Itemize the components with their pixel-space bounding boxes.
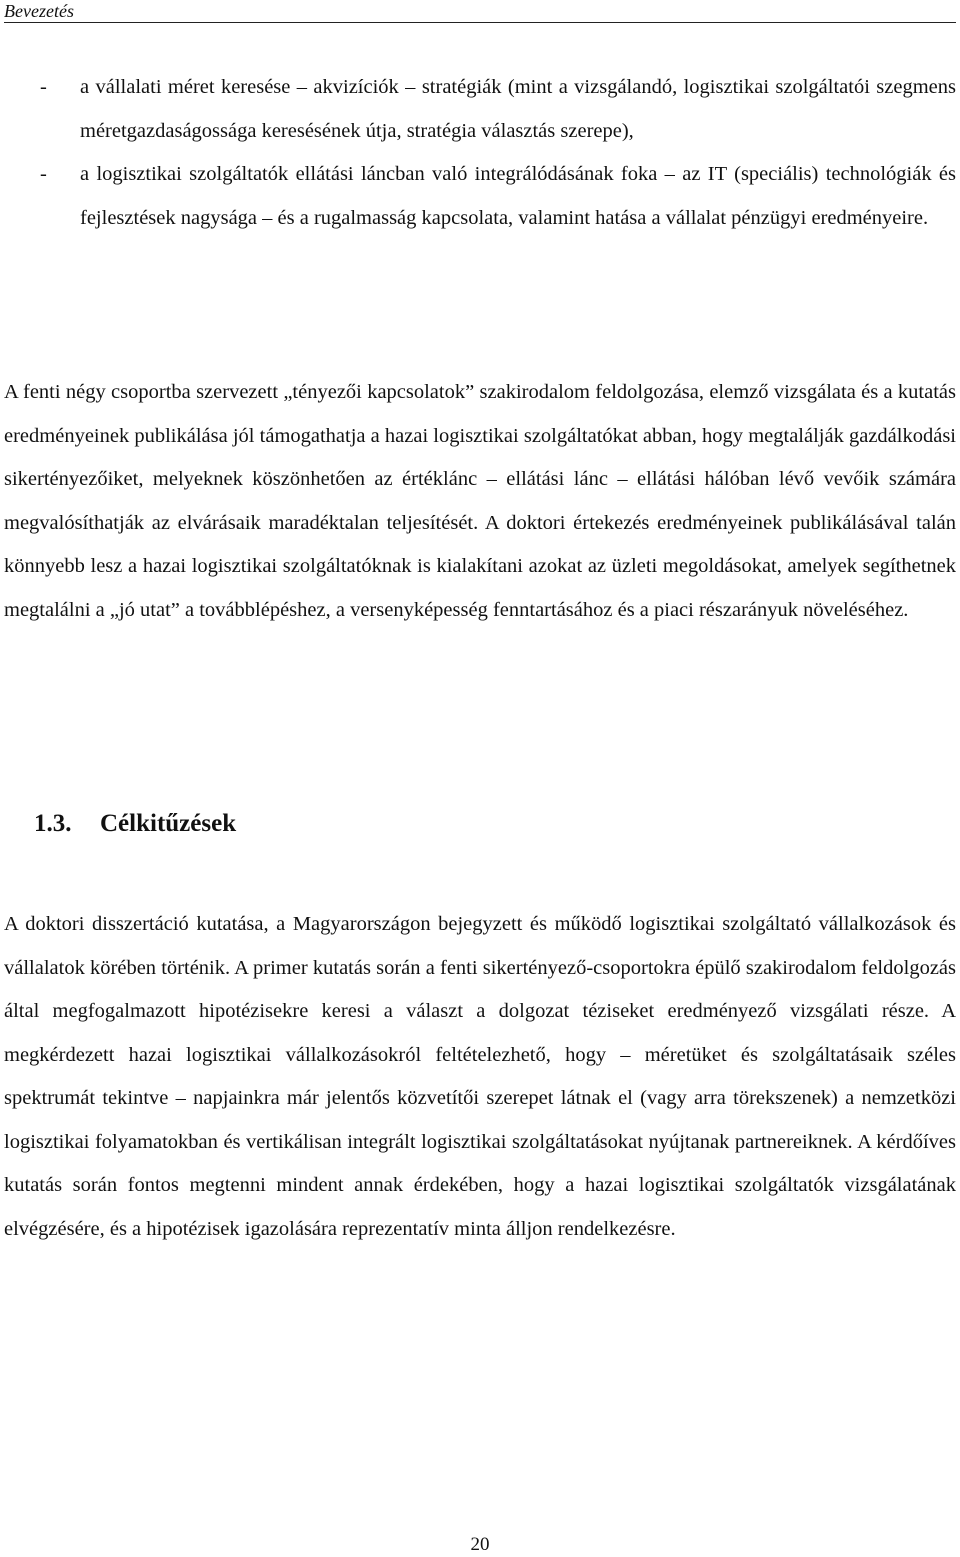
bullet-list — [40, 66, 956, 240]
body-paragraph: A doktori disszertáció kutatása, a Magyarországon bejegyzett és működő logisztikai szolgáltató vállalkozások és vállalatok körében történik. A primer kutatás során a fenti sikertényező-csoportokra épülő szakirodalom feldolgozás által megfogalmazott hipotézisekre keresi a választ a dolgozat téziseket eredményező vizsgálati része. A megkérdezett hazai logisztikai vállalkozásokról feltételezhető, hogy – méretüket és szolgáltatásaik széles spektrumát tekintve – napjainkra már jelentős közvetítői szerepet látnak el (vagy arra törekszenek) a nemzetközi logisztikai folyamatokban és vertikálisan integrált logisztikai szolgáltatásokat nyújtanak partnereiknek. A kérdőíves kutatás során fontos megtenni mindent annak érdekében, hogy a hazai logisztikai szolgáltatók vizsgálatának elvégzésére, és a hipotézisek igazolására reprezentatív minta álljon rendelkezésre. — [4, 913, 956, 1240]
page-number: 20 — [470, 1534, 490, 1555]
bullet-marker: - — [40, 163, 47, 185]
bullet-item — [40, 66, 956, 153]
running-header — [4, 0, 956, 23]
section-title: Célkitűzések — [100, 810, 237, 837]
bullet-text: a logisztikai szolgáltatók ellátási láncban való integrálódásának foka – az IT (speciális) technológiák és fejlesztések nagysága – és a rugalmasság kapcsolata, valamint hatása a vállalat pénzügyi eredményeire. — [80, 163, 956, 229]
header-title: Bevezetés — [4, 1, 74, 21]
body-paragraph: A fenti négy csoportba szervezett „tényezői kapcsolatok” szakirodalom feldolgozása, elemző vizsgálata és a kutatás eredményeinek publikálása jól támogathatja a hazai logisztikai szolgáltatókat abban, hogy megtalálják gazdálkodási sikertényezőiket, melyeknek köszönhetően az értéklánc – ellátási lánc – ellátási hálóban lévő vevőik számára megvalósíthatják az elvárásaik maradéktalan teljesítését. A doktori értekezés eredményeinek publikálásával talán könnyebb lesz a hazai logisztikai szolgáltatóknak is kialakítani azokat az üzleti megoldásokat, amelyek segíthetnek megtalálni a „jó utat” a továbblépéshez, a versenyképesség fenntartásához és a piaci részarányuk növeléséhez. — [4, 381, 956, 621]
bullet-item — [40, 153, 956, 240]
section-number: 1.3. — [34, 810, 72, 837]
bullet-text: a vállalati méret keresése – akvizíciók – stratégiák (mint a vizsgálandó, logisztikai szolgáltatói szegmens méretgazdaságossága keresésének útja, stratégia választás szerepe), — [80, 76, 956, 142]
section-heading — [34, 802, 236, 846]
bullet-marker: - — [40, 76, 47, 98]
